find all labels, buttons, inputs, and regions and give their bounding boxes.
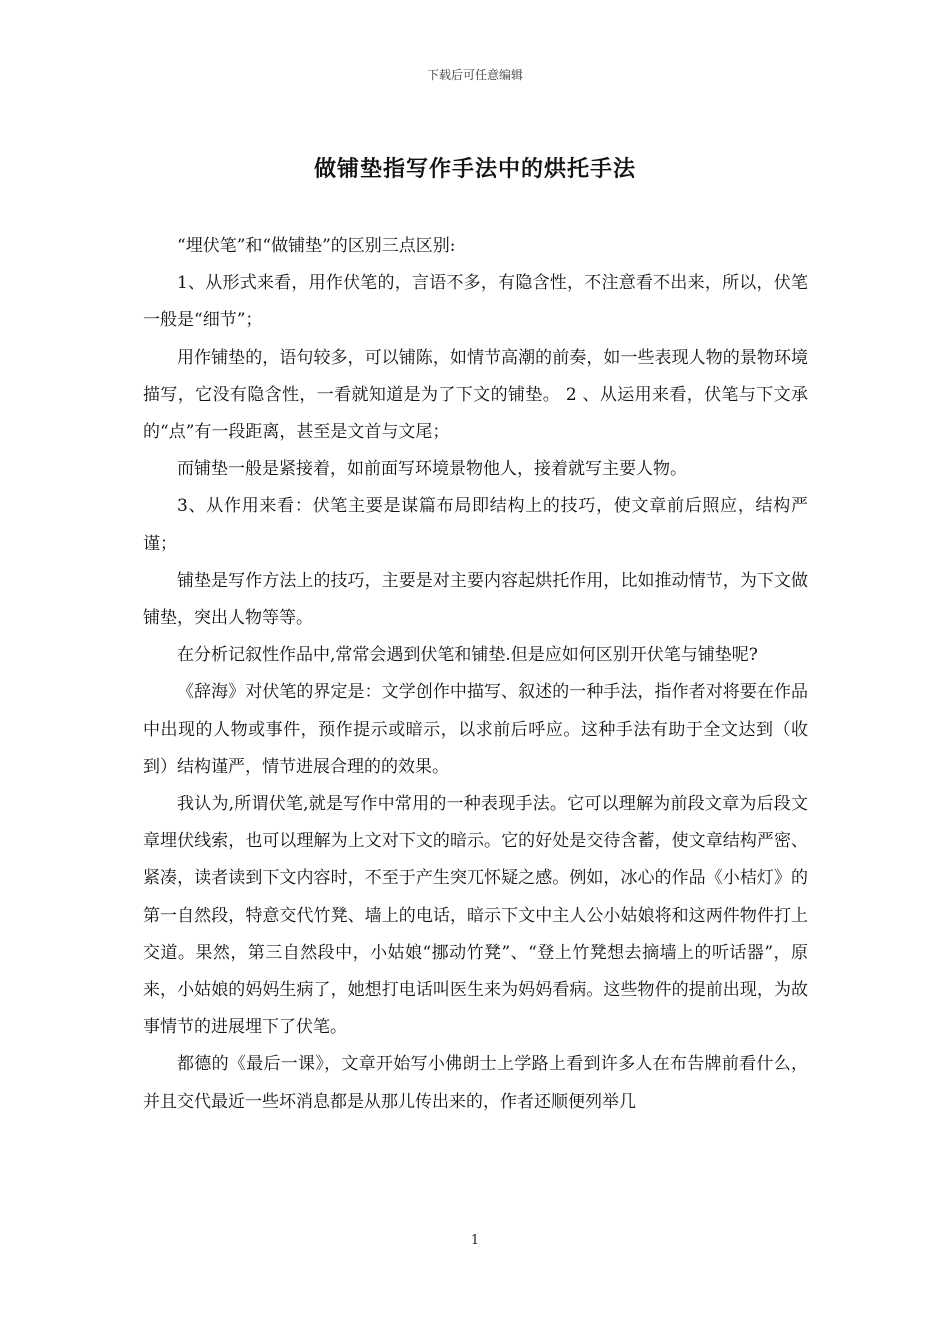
paragraph: “埋伏笔”和“做铺垫”的区别三点区别:: [177, 236, 456, 256]
document-title: 做铺垫指写作手法中的烘托手法: [313, 157, 636, 182]
page-number: 1: [470, 1233, 480, 1248]
paragraph: 都德的《最后一课》，文章开始写小佛朗士上学路上看到许多人在布告牌前看什么，并且交代最近一些坏消息都是从那儿传出来的，作者还顺便列举几: [143, 1054, 808, 1112]
paragraph: 《辞海》对伏笔的界定是：文学创作中描写、叙述的一种手法，指作者对将要在作品中出现的人物或事件，预作提示或暗示，以求前后呼应。这种手法有助于全文达到（收到）结构谨严，情节进展合理的的效果。: [143, 682, 808, 777]
header-note: 下载后可任意编辑: [426, 68, 523, 82]
paragraph: 而铺垫一般是紧接着，如前面写环境景物他人，接着就写主要人物。: [177, 459, 687, 480]
paragraph: 在分析记叙性作品中,常常会遇到伏笔和铺垫.但是应如何区别开伏笔与铺垫呢?: [177, 645, 758, 666]
paragraph: 用作铺垫的，语句较多，可以铺陈，如情节高潮的前奏，如一些表现人物的景物环境描写，它没有隐含性，一看就知道是为了下文的铺垫。 2 、从运用来看，伏笔与下文承的“点”有一段距离，甚至是文首与文尾；: [143, 347, 808, 443]
paragraph: 3、从作用来看：伏笔主要是谋篇布局即结构上的技巧，使文章前后照应，结构严谨；: [143, 496, 808, 554]
paragraph: 我认为,所谓伏笔,就是写作中常用的一种表现手法。它可以理解为前段文章为后段文章埋伏线索，也可以理解为上文对下文的暗示。它的好处是交待含蓄，使文章结构严密、紧凑，读者读到下文内容时，不至于产生突兀怀疑之感。例如，冰心的作品《小桔灯》的第一自然段，特意交代竹凳、墙上的电话，暗示下文中主人公小姑娘将和这两件物件打上交道。果然，第三自然段中，小姑娘“挪动竹凳”、“登上竹凳想去摘墙上的听话器”，原来，小姑娘的妈妈生病了，她想打电话叫医生来为妈妈看病。这些物件的提前出现，为故事情节的进展埋下了伏笔。: [143, 794, 808, 1038]
paragraph: 铺垫是写作方法上的技巧，主要是对主要内容起烘托作用，比如推动情节，为下文做铺垫，突出人物等等。: [143, 570, 808, 629]
document-body: [143, 228, 808, 1121]
paragraph: 1、从形式来看，用作伏笔的，言语不多，有隐含性，不注意看不出来，所以，伏笔一般是“细节”；: [143, 273, 808, 331]
